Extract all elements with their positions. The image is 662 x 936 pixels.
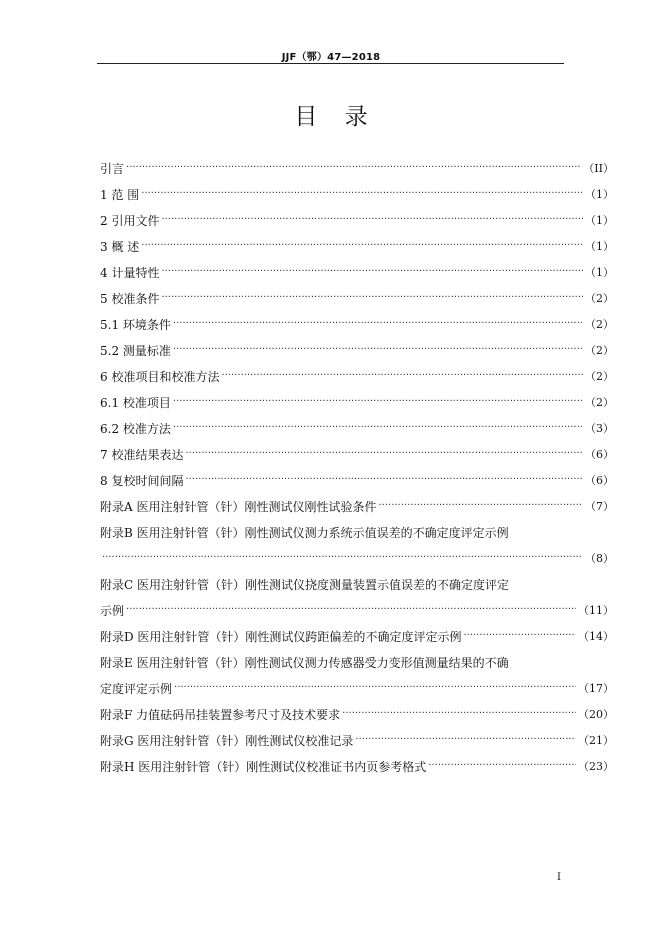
- toc-dot-leader: [126, 161, 581, 175]
- toc-entry[interactable]: [100, 306, 614, 332]
- toc-entry-label: 定度评定示例: [100, 682, 173, 696]
- toc-dot-leader: [141, 187, 583, 201]
- toc-entry[interactable]: [100, 566, 614, 592]
- toc-entry-label: 附录C 医用注射针管（针）刚性测试仪挠度测量装置示值误差的不确定度评定: [100, 578, 509, 592]
- toc-entry[interactable]: [100, 748, 614, 774]
- toc-dot-leader: [185, 447, 583, 461]
- toc-dot-leader: [173, 343, 583, 357]
- toc-entry-label: 6.1 校准项目: [100, 396, 171, 410]
- toc-entry-label: 附录G 医用注射针管（针）刚性测试仪校准记录: [100, 734, 354, 748]
- toc-entry[interactable]: [100, 150, 614, 176]
- toc-entry[interactable]: [100, 254, 614, 280]
- toc-entry-page: （2）: [585, 396, 614, 409]
- toc-dot-leader: [126, 603, 576, 617]
- toc-dot-leader: [161, 291, 583, 305]
- toc-entry[interactable]: [100, 410, 614, 436]
- toc-entry-page: （2）: [585, 318, 614, 331]
- header-rule: [97, 63, 564, 64]
- toc-entry-page: （2）: [585, 292, 614, 305]
- toc-entry-page: （23）: [578, 760, 614, 773]
- toc-entry[interactable]: [100, 644, 614, 670]
- toc-dot-leader: [428, 759, 576, 773]
- toc-entry-label: 附录D 医用注射针管（针）刚性测试仪跨距偏差的不确定度评定示例: [100, 630, 462, 644]
- toc-entry[interactable]: [100, 358, 614, 384]
- toc-entry-page: （1）: [585, 214, 614, 227]
- toc-entry-page: （2）: [585, 370, 614, 383]
- page-title: 目 录: [294, 104, 378, 130]
- toc-dot-leader: [355, 733, 576, 747]
- toc-dot-leader: [173, 421, 583, 435]
- toc-entry-label: 5.1 环境条件: [100, 318, 171, 332]
- toc-entry-page: （11）: [578, 604, 614, 617]
- toc-entry-page: （14）: [578, 630, 614, 643]
- toc-dot-leader: [141, 239, 583, 253]
- toc-entry-page: （17）: [578, 682, 614, 695]
- toc-dot-leader: [378, 499, 583, 513]
- standard-code-header: JJF（鄂）47—2018: [281, 52, 381, 63]
- toc-dot-leader: [173, 395, 583, 409]
- toc-entry-label: 引言: [100, 162, 125, 176]
- toc-entry-label: 7 校准结果表达: [100, 448, 184, 462]
- page-number: I: [557, 872, 561, 883]
- toc-entry-label: 附录A 医用注射针管（针）刚性测试仪刚性试验条件: [100, 500, 377, 514]
- table-of-contents: [100, 150, 614, 774]
- toc-entry-label: 5 校准条件: [100, 292, 160, 306]
- toc-entry[interactable]: [100, 722, 614, 748]
- toc-dot-leader: [463, 629, 576, 643]
- toc-entry[interactable]: [100, 202, 614, 228]
- toc-entry-label: 1 范 围: [100, 188, 140, 202]
- toc-entry-label: 附录F 力值砝码吊挂装置参考尺寸及技术要求: [100, 708, 341, 722]
- toc-entry[interactable]: [100, 176, 614, 202]
- toc-entry-label: 5.2 测量标准: [100, 344, 171, 358]
- toc-entry[interactable]: [100, 228, 614, 254]
- toc-entry-label: 2 引用文件: [100, 214, 160, 228]
- toc-dot-leader: [185, 473, 583, 487]
- toc-entry-continuation[interactable]: [100, 592, 614, 618]
- toc-entry-page: （21）: [578, 734, 614, 747]
- toc-dot-leader: [342, 707, 576, 721]
- toc-dot-leader: [173, 317, 583, 331]
- toc-entry-page: （II）: [583, 162, 614, 175]
- toc-entry[interactable]: [100, 332, 614, 358]
- toc-dot-leader: [161, 213, 583, 227]
- toc-entry-continuation[interactable]: [100, 670, 614, 696]
- toc-entry-page: （1）: [585, 266, 614, 279]
- toc-entry-label: 6 校准项目和校准方法: [100, 370, 220, 384]
- toc-entry-label: 8 复校时间间隔: [100, 474, 184, 488]
- toc-entry-page: （8）: [585, 552, 614, 565]
- toc-dot-leader: [174, 681, 576, 695]
- toc-entry-label: 6.2 校准方法: [100, 422, 171, 436]
- toc-dot-leader: [102, 551, 583, 565]
- toc-entry-page: （3）: [585, 422, 614, 435]
- toc-entry[interactable]: [100, 696, 614, 722]
- toc-dot-leader: [161, 265, 583, 279]
- toc-entry-page: （2）: [585, 344, 614, 357]
- toc-entry-continuation[interactable]: [100, 540, 614, 566]
- toc-entry-page: （7）: [585, 500, 614, 513]
- toc-entry[interactable]: [100, 462, 614, 488]
- toc-dot-leader: [221, 369, 583, 383]
- toc-entry-page: （1）: [585, 240, 614, 253]
- toc-entry-page: （6）: [585, 474, 614, 487]
- toc-entry-page: （1）: [585, 188, 614, 201]
- toc-entry[interactable]: [100, 514, 614, 540]
- toc-entry-label: 附录H 医用注射针管（针）刚性测试仪校准证书内页参考格式: [100, 760, 427, 774]
- toc-entry-label: 附录B 医用注射针管（针）刚性测试仪测力系统示值误差的不确定度评定示例: [100, 526, 509, 540]
- toc-entry-label: 示例: [100, 604, 125, 618]
- toc-entry-page: （6）: [585, 448, 614, 461]
- toc-entry[interactable]: [100, 280, 614, 306]
- toc-entry[interactable]: [100, 384, 614, 410]
- toc-entry[interactable]: [100, 436, 614, 462]
- toc-entry-label: 附录E 医用注射针管（针）刚性测试仪测力传感器受力变形值测量结果的不确: [100, 656, 509, 670]
- toc-entry-label: 4 计量特性: [100, 266, 160, 280]
- toc-entry[interactable]: [100, 488, 614, 514]
- toc-entry-label: 3 概 述: [100, 240, 140, 254]
- toc-entry-page: （20）: [578, 708, 614, 721]
- toc-entry[interactable]: [100, 618, 614, 644]
